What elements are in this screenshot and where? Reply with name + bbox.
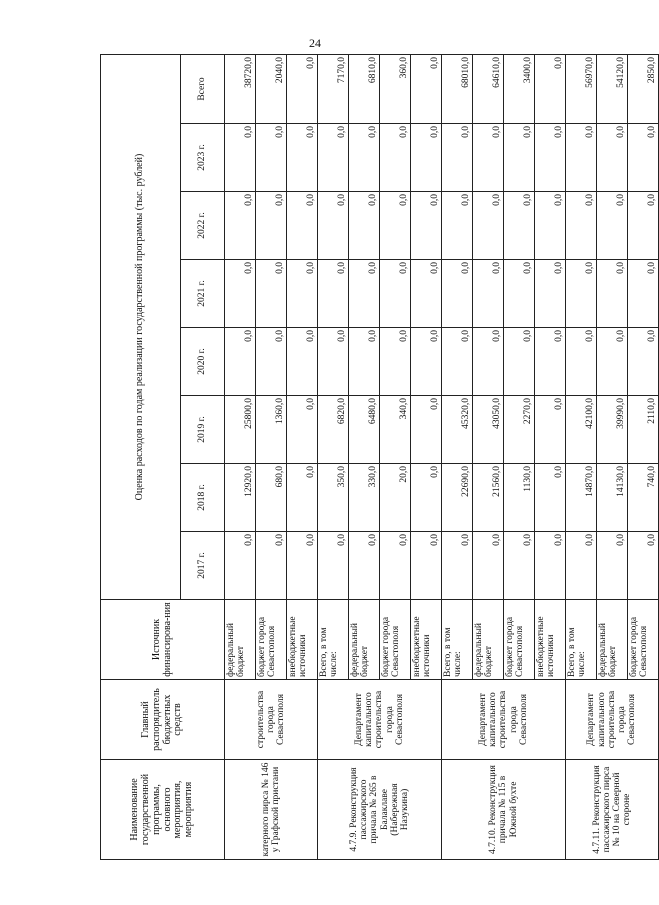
year-value: 0,0 xyxy=(256,192,287,260)
year-value: 0,0 xyxy=(349,124,380,192)
total-value: 0,0 xyxy=(535,55,566,124)
total-value: 3400,0 xyxy=(504,55,535,124)
year-value: 0,0 xyxy=(442,260,473,328)
year-value: 0,0 xyxy=(566,328,597,396)
year-value: 0,0 xyxy=(628,192,659,260)
measure-name: 4.7.9. Реконструкция пассажирского причала № 265 в Балаклаве (Набережная Назукина) xyxy=(318,760,442,860)
measure-name: 4.7.10. Реконструкция причала № 115 в Южной бухте xyxy=(442,760,566,860)
year-value: 340,0 xyxy=(380,396,411,464)
header-year: 2023 г. xyxy=(181,124,225,192)
funding-source: бюджет города Севастополя xyxy=(256,600,287,680)
year-value: 0,0 xyxy=(349,192,380,260)
year-value: 0,0 xyxy=(535,532,566,600)
year-value: 0,0 xyxy=(287,328,318,396)
year-value: 43050,0 xyxy=(473,396,504,464)
year-value: 39990,0 xyxy=(597,396,628,464)
year-value: 0,0 xyxy=(287,396,318,464)
year-value: 0,0 xyxy=(628,260,659,328)
funding-source: федеральный бюджет xyxy=(473,600,504,680)
header-manager: Главный распорядитель бюджетных средств xyxy=(101,680,225,760)
year-value: 0,0 xyxy=(287,464,318,532)
total-value: 0,0 xyxy=(411,55,442,124)
funding-source: бюджет города Севастополя xyxy=(380,600,411,680)
header-estimate: Оценка расходов по годам реализации государственной программы (тыс. рублей) xyxy=(101,55,181,600)
year-value: 0,0 xyxy=(380,192,411,260)
year-value: 0,0 xyxy=(566,124,597,192)
year-value: 0,0 xyxy=(473,192,504,260)
measure-name: 4.7.11. Реконструкция пассажирского пирса № 10 на Северной стороне xyxy=(566,760,659,860)
budget-manager: Департамент капитального строительства города Севастополя xyxy=(318,680,442,760)
expenditure-table xyxy=(100,54,659,860)
total-value: 38720,0 xyxy=(225,55,256,124)
year-value: 0,0 xyxy=(473,124,504,192)
year-value: 21560,0 xyxy=(473,464,504,532)
header-year: 2017 г. xyxy=(181,532,225,600)
year-value: 0,0 xyxy=(411,260,442,328)
year-value: 0,0 xyxy=(256,328,287,396)
year-value: 0,0 xyxy=(349,328,380,396)
table-row xyxy=(318,55,349,860)
year-value: 0,0 xyxy=(225,260,256,328)
year-value: 12920,0 xyxy=(225,464,256,532)
total-value: 68010,0 xyxy=(442,55,473,124)
year-value: 680,0 xyxy=(256,464,287,532)
year-value: 0,0 xyxy=(287,124,318,192)
year-value: 14130,0 xyxy=(597,464,628,532)
year-value: 22690,0 xyxy=(442,464,473,532)
year-value: 0,0 xyxy=(380,328,411,396)
year-value: 0,0 xyxy=(566,192,597,260)
table-header xyxy=(101,55,225,860)
header-year: 2018 г. xyxy=(181,464,225,532)
year-value: 0,0 xyxy=(225,124,256,192)
funding-source: внебюджетные источники xyxy=(535,600,566,680)
year-value: 0,0 xyxy=(535,192,566,260)
year-value: 0,0 xyxy=(380,260,411,328)
year-value: 0,0 xyxy=(535,328,566,396)
header-year: 2021 г. xyxy=(181,260,225,328)
total-value: 7170,0 xyxy=(318,55,349,124)
year-value: 0,0 xyxy=(318,192,349,260)
year-value: 0,0 xyxy=(597,124,628,192)
year-value: 350,0 xyxy=(318,464,349,532)
total-value: 2040,0 xyxy=(256,55,287,124)
year-value: 0,0 xyxy=(225,532,256,600)
table-row xyxy=(442,55,473,860)
funding-source: Всего, в том числе: xyxy=(566,600,597,680)
year-value: 0,0 xyxy=(597,192,628,260)
year-value: 0,0 xyxy=(535,396,566,464)
year-value: 2270,0 xyxy=(504,396,535,464)
year-value: 25800,0 xyxy=(225,396,256,464)
year-value: 0,0 xyxy=(380,532,411,600)
year-value: 2110,0 xyxy=(628,396,659,464)
year-value: 1360,0 xyxy=(256,396,287,464)
year-value: 0,0 xyxy=(411,124,442,192)
table-row xyxy=(225,55,256,860)
year-value: 0,0 xyxy=(411,192,442,260)
year-value: 0,0 xyxy=(318,532,349,600)
year-value: 0,0 xyxy=(535,260,566,328)
funding-source: федеральный бюджет xyxy=(225,600,256,680)
year-value: 0,0 xyxy=(411,328,442,396)
year-value: 0,0 xyxy=(535,124,566,192)
year-value: 0,0 xyxy=(442,192,473,260)
year-value: 0,0 xyxy=(473,532,504,600)
funding-source: федеральный бюджет xyxy=(349,600,380,680)
total-value: 6810,0 xyxy=(349,55,380,124)
year-value: 0,0 xyxy=(256,124,287,192)
header-year: 2020 г. xyxy=(181,328,225,396)
year-value: 14870,0 xyxy=(566,464,597,532)
year-value: 0,0 xyxy=(318,328,349,396)
year-value: 0,0 xyxy=(535,464,566,532)
table-body xyxy=(225,55,659,860)
header-year: 2022 г. xyxy=(181,192,225,260)
year-value: 0,0 xyxy=(349,260,380,328)
year-value: 0,0 xyxy=(225,192,256,260)
year-value: 0,0 xyxy=(411,532,442,600)
year-value: 0,0 xyxy=(411,396,442,464)
year-value: 0,0 xyxy=(504,328,535,396)
header-total: Всего xyxy=(181,55,225,124)
year-value: 0,0 xyxy=(411,464,442,532)
year-value: 42100,0 xyxy=(566,396,597,464)
year-value: 0,0 xyxy=(628,124,659,192)
budget-manager: строительства города Севастополя xyxy=(225,680,318,760)
total-value: 0,0 xyxy=(287,55,318,124)
year-value: 0,0 xyxy=(566,532,597,600)
year-value: 740,0 xyxy=(628,464,659,532)
total-value: 360,0 xyxy=(380,55,411,124)
year-value: 0,0 xyxy=(256,260,287,328)
funding-source: бюджет города Севастополя xyxy=(628,600,659,680)
year-value: 0,0 xyxy=(442,532,473,600)
year-value: 0,0 xyxy=(628,328,659,396)
year-value: 1130,0 xyxy=(504,464,535,532)
year-value: 0,0 xyxy=(442,328,473,396)
year-value: 0,0 xyxy=(597,260,628,328)
year-value: 0,0 xyxy=(318,124,349,192)
total-value: 54120,0 xyxy=(597,55,628,124)
funding-source: внебюджетные источники xyxy=(287,600,318,680)
year-value: 0,0 xyxy=(628,532,659,600)
year-value: 0,0 xyxy=(442,124,473,192)
page-number: 24 xyxy=(309,36,321,50)
total-value: 64610,0 xyxy=(473,55,504,124)
year-value: 6480,0 xyxy=(349,396,380,464)
measure-name: катерного пирса № 146 у Графской пристани xyxy=(225,760,318,860)
total-value: 2850,0 xyxy=(628,55,659,124)
year-value: 0,0 xyxy=(504,260,535,328)
header-year: 2019 г. xyxy=(181,396,225,464)
year-value: 0,0 xyxy=(318,260,349,328)
year-value: 0,0 xyxy=(473,260,504,328)
year-value: 0,0 xyxy=(566,260,597,328)
year-value: 0,0 xyxy=(504,532,535,600)
header-name: Наименование государственной программы, основного мероприятия, мероприятия xyxy=(101,760,225,860)
year-value: 45320,0 xyxy=(442,396,473,464)
budget-manager: Департамент капитального строительства города Севастополя xyxy=(442,680,566,760)
budget-manager: Департамент капитального строительства города Севастополя xyxy=(566,680,659,760)
year-value: 0,0 xyxy=(473,328,504,396)
year-value: 6820,0 xyxy=(318,396,349,464)
header-source: Источник финансирова-ния xyxy=(101,600,225,680)
year-value: 0,0 xyxy=(256,532,287,600)
funding-source: внебюджетные источники xyxy=(411,600,442,680)
year-value: 0,0 xyxy=(287,260,318,328)
year-value: 0,0 xyxy=(287,192,318,260)
year-value: 0,0 xyxy=(380,124,411,192)
year-value: 0,0 xyxy=(504,192,535,260)
year-value: 0,0 xyxy=(504,124,535,192)
rotated-table-container xyxy=(100,55,657,860)
year-value: 0,0 xyxy=(349,532,380,600)
year-value: 20,0 xyxy=(380,464,411,532)
funding-source: Всего, в том числе: xyxy=(318,600,349,680)
year-value: 0,0 xyxy=(597,532,628,600)
year-value: 0,0 xyxy=(597,328,628,396)
year-value: 0,0 xyxy=(225,328,256,396)
funding-source: бюджет города Севастополя xyxy=(504,600,535,680)
total-value: 56970,0 xyxy=(566,55,597,124)
funding-source: Всего, в том числе: xyxy=(442,600,473,680)
year-value: 0,0 xyxy=(287,532,318,600)
table-row xyxy=(566,55,597,860)
funding-source: федеральный бюджет xyxy=(597,600,628,680)
year-value: 330,0 xyxy=(349,464,380,532)
